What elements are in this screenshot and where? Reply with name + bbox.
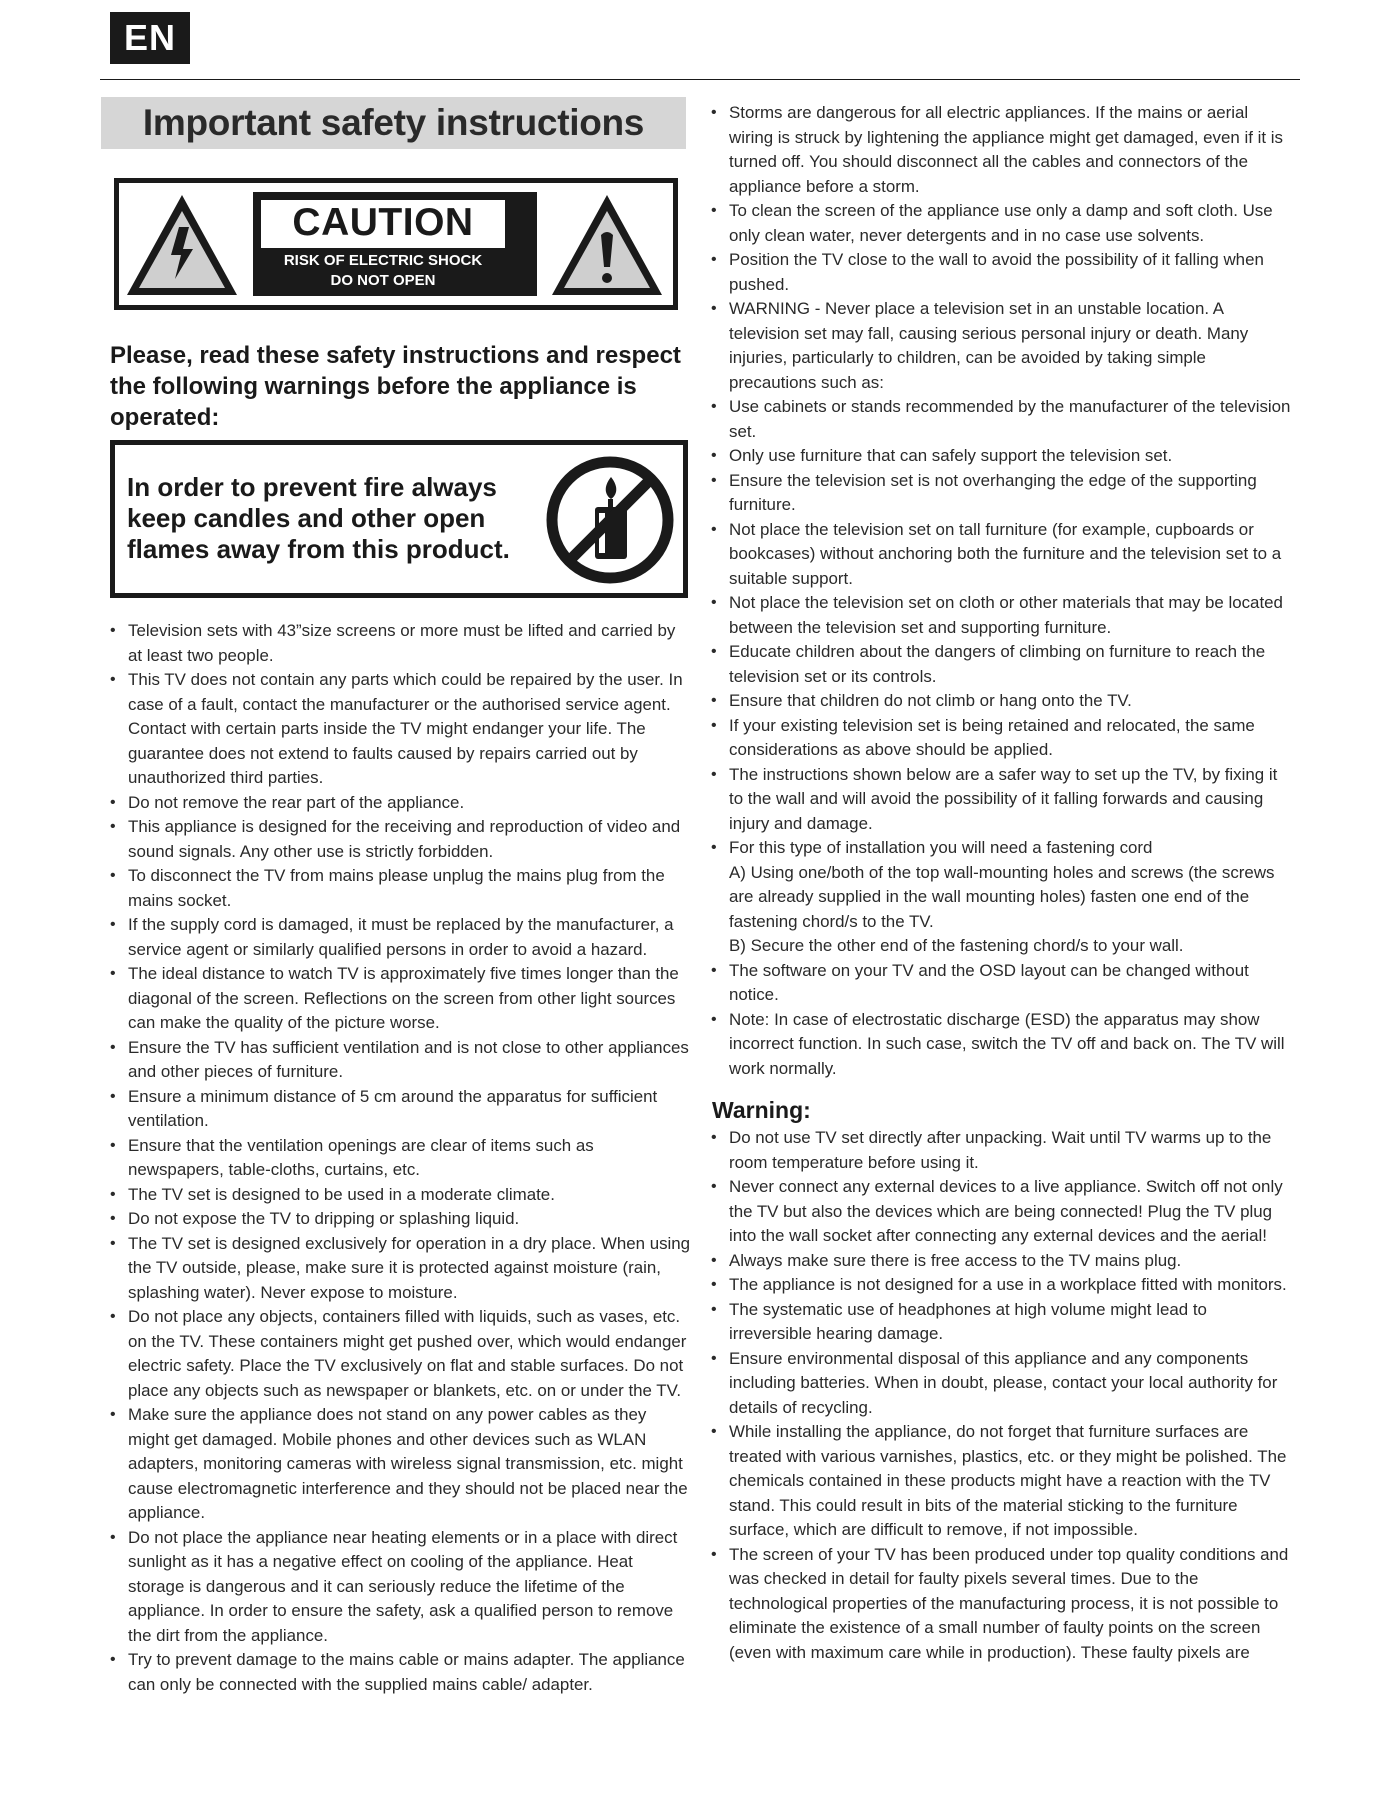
- page-title: Important safety instructions: [142, 102, 645, 143]
- warning-heading: Warning:: [712, 1097, 811, 1123]
- list-item: • While installing the appliance, do not forget that furniture surfaces are treated with various varnishes, plastics, etc. or they might be polished. The chemicals contained in these products might have a reaction with the TV stand. This could result in bits of the material sticking to the furniture surface, which are difficult to remove, if not impossible.: [711, 1420, 1293, 1543]
- list-item: • For this type of installation you will need a fastening cord A) Using one/both of the top wall-mounting holes and screws (the screws are already supplied in the wall mounting holes) fasten one end of the fastening chord/s to the TV. B) Secure the other end of the fastening chord/s to your wall.: [711, 836, 1293, 959]
- list-item: • Ensure the TV has sufficient ventilation and is not close to other appliances and other pieces of furniture.: [110, 1036, 692, 1085]
- list-item: • Storms are dangerous for all electric appliances. If the mains or aerial wiring is struck by lightening the appliance might get damaged, even if it is turned off. You should disconnect all the cables and connectors of the appliance before a storm.: [711, 101, 1293, 199]
- caution-label: [114, 178, 678, 310]
- list-item: • Not place the television set on cloth or other materials that may be located between the television set and supporting furniture.: [711, 591, 1293, 640]
- list-item: • Do not use TV set directly after unpacking. Wait until TV warms up to the room temperature before using it.: [711, 1126, 1293, 1175]
- title-bar: [101, 97, 686, 149]
- fire-warning-box: [110, 440, 688, 598]
- list-item: • The instructions shown below are a safer way to set up the TV, by fixing it to the wall and will avoid the possibility of it falling forwards and causing injury and damage.: [711, 763, 1293, 837]
- list-item: • The systematic use of headphones at high volume might lead to irreversible hearing damage.: [711, 1298, 1293, 1347]
- list-item: • Use cabinets or stands recommended by the manufacturer of the television set.: [711, 395, 1293, 444]
- list-item: • The software on your TV and the OSD layout can be changed without notice.: [711, 959, 1293, 1008]
- fire-warning-text: In order to prevent fire always keep candles and other open flames away from this product.: [127, 472, 510, 564]
- warning-list: [711, 1126, 1293, 1665]
- left-safety-list: [110, 619, 692, 1697]
- list-item: • Try to prevent damage to the mains cable or mains adapter. The appliance can only be connected with the supplied mains cable/ adapter.: [110, 1648, 692, 1697]
- list-item: • Ensure a minimum distance of 5 cm around the apparatus for sufficient ventilation.: [110, 1085, 692, 1134]
- list-item: • Do not place the appliance near heating elements or in a place with direct sunlight as it has a negative effect on cooling of the appliance. Heat storage is dangerous and it can seriously reduce the lifetime of the appliance. In order to ensure the safety, ask a qualified person to remove the dirt from the appliance.: [110, 1526, 692, 1649]
- list-item: • Not place the television set on tall furniture (for example, cupboards or bookcases) without anchoring both the furniture and the television set to a suitable support.: [711, 518, 1293, 592]
- exclamation-icon: [552, 195, 662, 295]
- list-item: • To disconnect the TV from mains please unplug the mains plug from the mains socket.: [110, 864, 692, 913]
- list-item: • Only use furniture that can safely support the television set.: [711, 444, 1293, 469]
- list-item: • The TV set is designed to be used in a moderate climate.: [110, 1183, 692, 1208]
- electric-shock-icon: [127, 195, 237, 295]
- caution-line-1: RISK OF ELECTRIC SHOCK: [283, 252, 483, 269]
- list-item: • Ensure that the ventilation openings are clear of items such as newspapers, table-cloths, curtains, etc.: [110, 1134, 692, 1183]
- list-item: • Ensure the television set is not overhanging the edge of the supporting furniture.: [711, 469, 1293, 518]
- right-safety-list: [711, 101, 1293, 1081]
- no-open-flame-icon: [545, 455, 675, 585]
- list-item: • The screen of your TV has been produced under top quality conditions and was checked in detail for faulty pixels several times. Due to the technological properties of the manufacturing process, it is not possible to eliminate the existence of a small number of faulty points on the screen (even with maximum care while in production). These faulty pixels are: [711, 1543, 1293, 1666]
- list-item: • This appliance is designed for the receiving and reproduction of video and sound signals. Any other use is strictly forbidden.: [110, 815, 692, 864]
- list-item: • To clean the screen of the appliance use only a damp and soft cloth. Use only clean water, never detergents and in no case use solvents.: [711, 199, 1293, 248]
- list-item: • Always make sure there is free access to the TV mains plug.: [711, 1249, 1293, 1274]
- header-rule: [100, 79, 1300, 80]
- list-item: • Do not remove the rear part of the appliance.: [110, 791, 692, 816]
- list-item: • The ideal distance to watch TV is approximately five times longer than the diagonal of the screen. Reflections on the screen from other light sources can make the quality of the picture worse.: [110, 962, 692, 1036]
- list-item: • Ensure that children do not climb or hang onto the TV.: [711, 689, 1293, 714]
- list-item: • Ensure environmental disposal of this appliance and any components including batteries. When in doubt, please, contact your local authority for details of recycling.: [711, 1347, 1293, 1421]
- list-item: • This TV does not contain any parts which could be repaired by the user. In case of a fault, contact the manufacturer or the authorised service agent. Contact with certain parts inside the TV might endanger your life. The guarantee does not extend to faults caused by repairs carried out by unauthorized third parties.: [110, 668, 692, 791]
- language-tab: EN: [110, 12, 190, 64]
- caution-subtitle: [261, 251, 505, 291]
- caution-title: CAUTION: [292, 201, 474, 244]
- list-item: • Do not place any objects, containers filled with liquids, such as vases, etc. on the TV. These containers might get pushed over, which would endanger electric safety. Place the TV exclusively on flat and stable surfaces. Do not place any objects such as newspaper or blankets, etc. on or under the TV.: [110, 1305, 692, 1403]
- list-item: • Never connect any external devices to a live appliance. Switch off not only the TV but also the devices which are being connected! Plug the TV plug into the wall socket after connecting any external devices and the aerial!: [711, 1175, 1293, 1249]
- list-item: • If the supply cord is damaged, it must be replaced by the manufacturer, a service agent or similarly qualified persons in order to avoid a hazard.: [110, 913, 692, 962]
- read-instructions-heading: Please, read these safety instructions and respect the following warnings before the appliance is operated:: [110, 342, 681, 431]
- list-item: • Note: In case of electrostatic discharge (ESD) the apparatus may show incorrect function. In such case, switch the TV off and back on. The TV will work normally.: [711, 1008, 1293, 1082]
- list-item: • If your existing television set is being retained and relocated, the same considerations as above should be applied.: [711, 714, 1293, 763]
- list-item: • The appliance is not designed for a use in a workplace fitted with monitors.: [711, 1273, 1293, 1298]
- caution-line-2: DO NOT OPEN: [330, 272, 436, 289]
- list-item: • The TV set is designed exclusively for operation in a dry place. When using the TV outside, please, make sure it is protected against moisture (rain, splashing water). Never expose to moisture.: [110, 1232, 692, 1306]
- list-item: • Make sure the appliance does not stand on any power cables as they might get damaged. Mobile phones and other devices such as WLAN adapters, monitoring cameras with wireless signal transmission, etc. might cause electromagnetic interference and they should not be placed near the appliance.: [110, 1403, 692, 1526]
- list-item: • Educate children about the dangers of climbing on furniture to reach the television set or its controls.: [711, 640, 1293, 689]
- list-item: • Television sets with 43”size screens or more must be lifted and carried by at least two people.: [110, 619, 692, 668]
- list-item: • Position the TV close to the wall to avoid the possibility of it falling when pushed.: [711, 248, 1293, 297]
- list-item: • WARNING - Never place a television set in an unstable location. A television set may fall, causing serious personal injury or death. Many injuries, particularly to children, can be avoided by taking simple precautions such as:: [711, 297, 1293, 395]
- list-item: • Do not expose the TV to dripping or splashing liquid.: [110, 1207, 692, 1232]
